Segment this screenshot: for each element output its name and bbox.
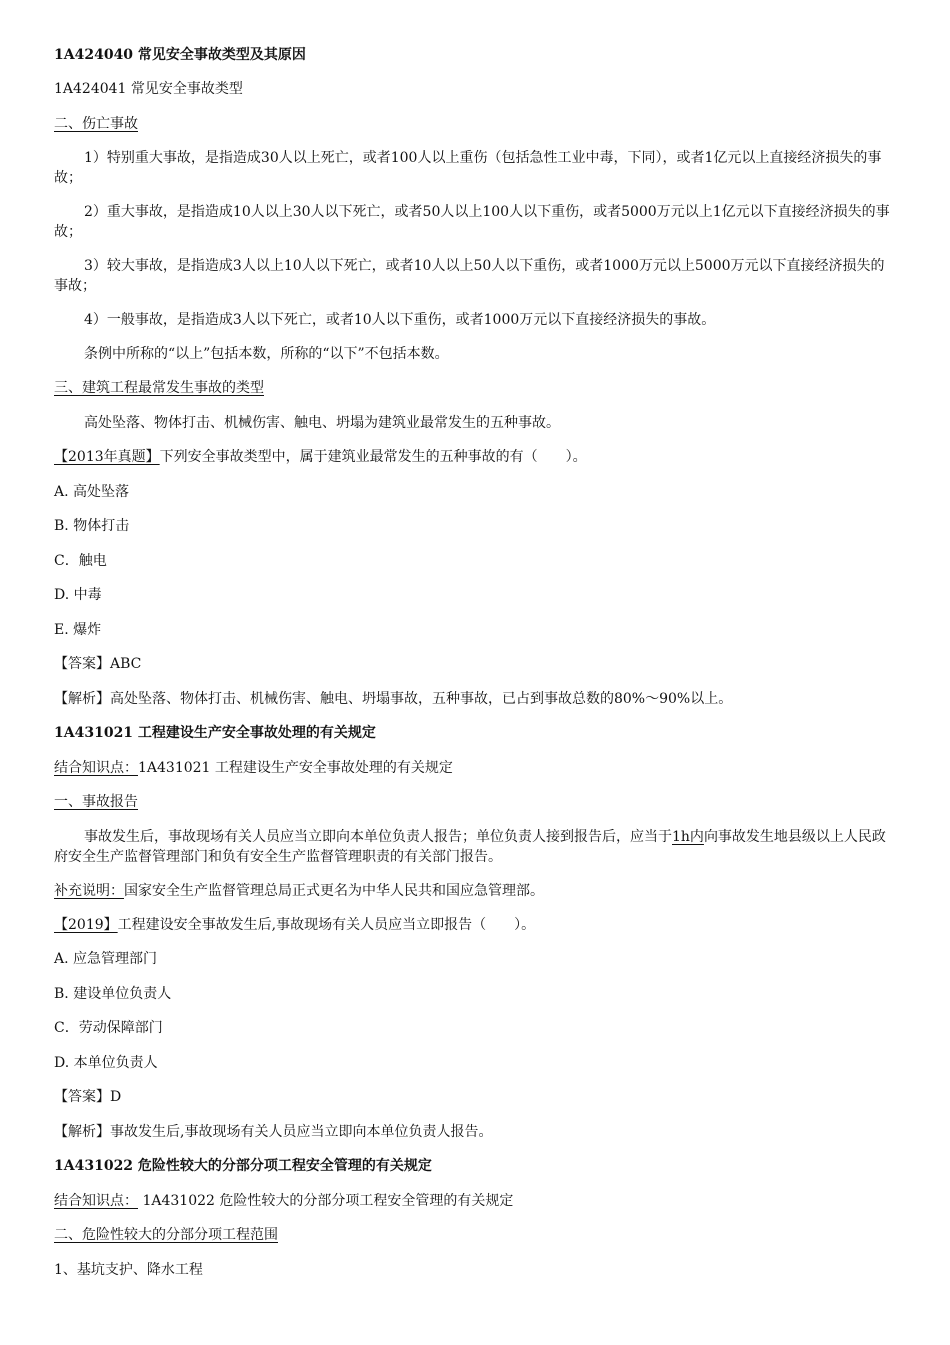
question-tag: 【2013年真题】 [54,449,160,465]
paragraph: 2）重大事故，是指造成10人以上30人以下死亡，或者50人以上100人以下重伤，或者5000万元以上1亿元以下直接经济损失的事故； [54,204,890,240]
option-b: B. 建设单位负责人 [54,986,172,1002]
paragraph: 高处坠落、物体打击、机械伤害、触电、坍塌为建筑业最常发生的五种事故。 [84,415,560,431]
option-b: B. 物体打击 [54,518,130,534]
knowledge-point [54,1191,898,1211]
supplement-note [54,881,898,901]
question-text: 下列安全事故类型中，属于建筑业最常发生的五种事故的有（ ）。 [159,449,587,465]
question-text: 工程建设安全事故发生后,事故现场有关人员应当立即报告（ ）。 [117,917,536,933]
part-title: 二、危险性较大的分部分项工程范围 [54,1227,278,1243]
part-title: 三、建筑工程最常发生事故的类型 [54,380,264,396]
option-a: A. 高处坠落 [54,484,130,500]
option-c: C．劳动保障部门 [54,1020,163,1036]
section-heading: 1A431021 工程建设生产安全事故处理的有关规定 [54,725,376,741]
time-limit: 1h内 [672,829,704,845]
part-title: 二、伤亡事故 [54,116,138,132]
knowledge-point-text: 1A431021 工程建设生产安全事故处理的有关规定 [138,760,453,776]
paragraph: 4）一般事故，是指造成3人以下死亡，或者10人以下重伤，或者1000万元以下直接经济损失的事故。 [84,312,716,328]
option-d: D. 本单位负责人 [54,1055,158,1071]
question [54,915,898,935]
paragraph: 事故发生后，事故现场有关人员应当立即向本单位负责人报告；单位负责人接到报告后，应当于1h内向事故发生地县级以上人民政府安全生产监督管理部门和负有安全生产监督管理职责的有关部门报告。 [54,829,886,865]
section-heading: 1A431022 危险性较大的分部分项工程安全管理的有关规定 [54,1158,432,1174]
section-heading: 1A424040 常见安全事故类型及其原因 [54,47,306,63]
answer: 【答案】ABC [54,656,142,672]
list-item: 1、基坑支护、降水工程 [54,1262,203,1278]
question-tag: 【2019】 [54,917,118,933]
option-e: E. 爆炸 [54,622,102,638]
knowledge-point-label: 结合知识点： [54,760,138,776]
part-title: 一、事故报告 [54,794,138,810]
paragraph: 1）特别重大事故，是指造成30人以上死亡，或者100人以上重伤（包括急性工业中毒，下同），或者1亿元以上直接经济损失的事故； [54,150,882,186]
option-d: D. 中毒 [54,587,102,603]
knowledge-point [54,758,898,778]
question [54,447,898,467]
supplement-text: 国家安全生产监督管理总局正式更名为中华人民共和国应急管理部。 [124,883,544,899]
knowledge-point-text: 1A431022 危险性较大的分部分项工程安全管理的有关规定 [138,1193,514,1209]
paragraph: 条例中所称的“以上”包括本数，所称的“以下”不包括本数。 [84,346,449,362]
analysis: 【解析】事故发生后,事故现场有关人员应当立即向本单位负责人报告。 [54,1124,493,1140]
knowledge-point-label: 结合知识点： [54,1193,138,1209]
paragraph: 3）较大事故，是指造成3人以上10人以下死亡，或者10人以上50人以下重伤，或者1000万元以上5000万元以下直接经济损失的事故； [54,258,885,294]
supplement-label: 补充说明： [54,883,124,899]
analysis: 【解析】高处坠落、物体打击、机械伤害、触电、坍塌事故，五种事故，已占到事故总数的80%～90%以上。 [54,691,733,707]
option-c: C．触电 [54,553,107,569]
subsection-title: 1A424041 常见安全事故类型 [54,81,243,97]
answer: 【答案】D [54,1089,122,1105]
option-a: A. 应急管理部门 [54,951,158,967]
